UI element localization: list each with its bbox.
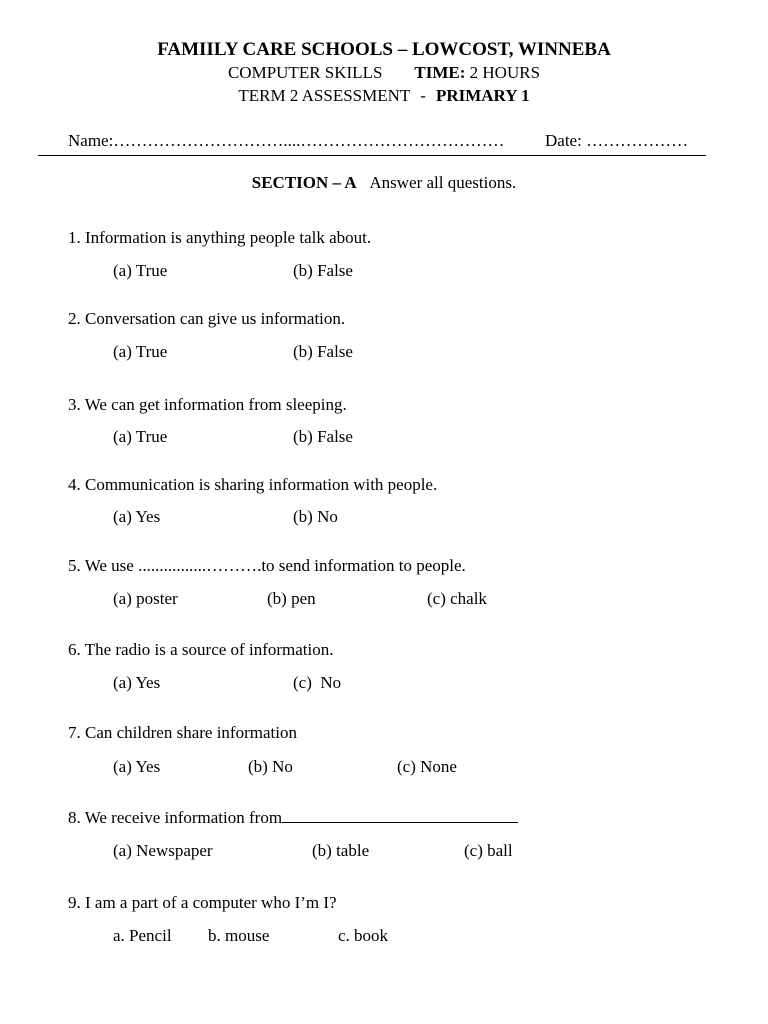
time-label: TIME: <box>414 63 466 82</box>
q3-option-a: (a) True <box>113 427 168 446</box>
section-instruction: Answer all questions. <box>369 173 517 192</box>
q6-option-b: (c) No <box>293 673 342 692</box>
question-3: 3. We can get information from sleeping. <box>68 395 347 414</box>
q1-option-a: (a) True <box>113 261 168 280</box>
section-heading <box>0 174 768 191</box>
question-2: 2. Conversation can give us information. <box>68 309 346 328</box>
term-line <box>0 87 768 104</box>
question-4: 4. Communication is sharing information with people. <box>68 475 438 494</box>
q6-option-a: (a) Yes <box>113 673 161 692</box>
q8-option-b: (b) table <box>312 841 370 860</box>
question-8-line <box>68 808 518 826</box>
q2-option-a: (a) True <box>113 342 168 361</box>
header-divider <box>38 155 706 156</box>
section-title: SECTION – A <box>251 173 357 192</box>
q5-option-b: (b) pen <box>267 589 316 608</box>
q9-option-a: a. Pencil <box>113 926 172 945</box>
q8-option-a: (a) Newspaper <box>113 841 213 860</box>
answer-blank <box>282 808 518 823</box>
question-8: 8. We receive information from <box>68 808 283 827</box>
q2-option-b: (b) False <box>293 342 353 361</box>
q7-option-a: (a) Yes <box>113 757 161 776</box>
class-name: PRIMARY 1 <box>435 86 530 105</box>
q7-option-b: (b) No <box>248 757 293 776</box>
q4-option-b: (b) No <box>293 507 338 526</box>
q9-option-c: c. book <box>338 926 389 945</box>
q8-option-c: (c) ball <box>464 841 513 860</box>
q7-option-c: (c) None <box>397 757 457 776</box>
subject-name: COMPUTER SKILLS <box>227 63 383 82</box>
date-field: Date: ……………… <box>545 131 689 150</box>
q3-option-b: (b) False <box>293 427 353 446</box>
q4-option-a: (a) Yes <box>113 507 161 526</box>
q9-option-b: b. mouse <box>208 926 270 945</box>
q1-option-b: (b) False <box>293 261 353 280</box>
question-9: 9. I am a part of a computer who I’m I? <box>68 893 337 912</box>
q5-option-a: (a) poster <box>113 589 178 608</box>
question-1: 1. Information is anything people talk about. <box>68 228 372 247</box>
q5-option-c: (c) chalk <box>427 589 487 608</box>
term-name: TERM 2 ASSESSMENT <box>238 86 411 105</box>
question-6: 6. The radio is a source of information. <box>68 640 334 659</box>
time-value: 2 HOURS <box>469 63 541 82</box>
name-field: Name:…………………………....……………………………… <box>68 131 505 150</box>
school-title: FAMIILY CARE SCHOOLS – LOWCOST, WINNEBA <box>157 39 611 60</box>
question-7: 7. Can children share information <box>68 723 297 742</box>
term-separator: - <box>420 86 426 105</box>
subject-time-line <box>0 64 768 81</box>
question-5: 5. We use ................……….to send information to people. <box>68 556 466 575</box>
